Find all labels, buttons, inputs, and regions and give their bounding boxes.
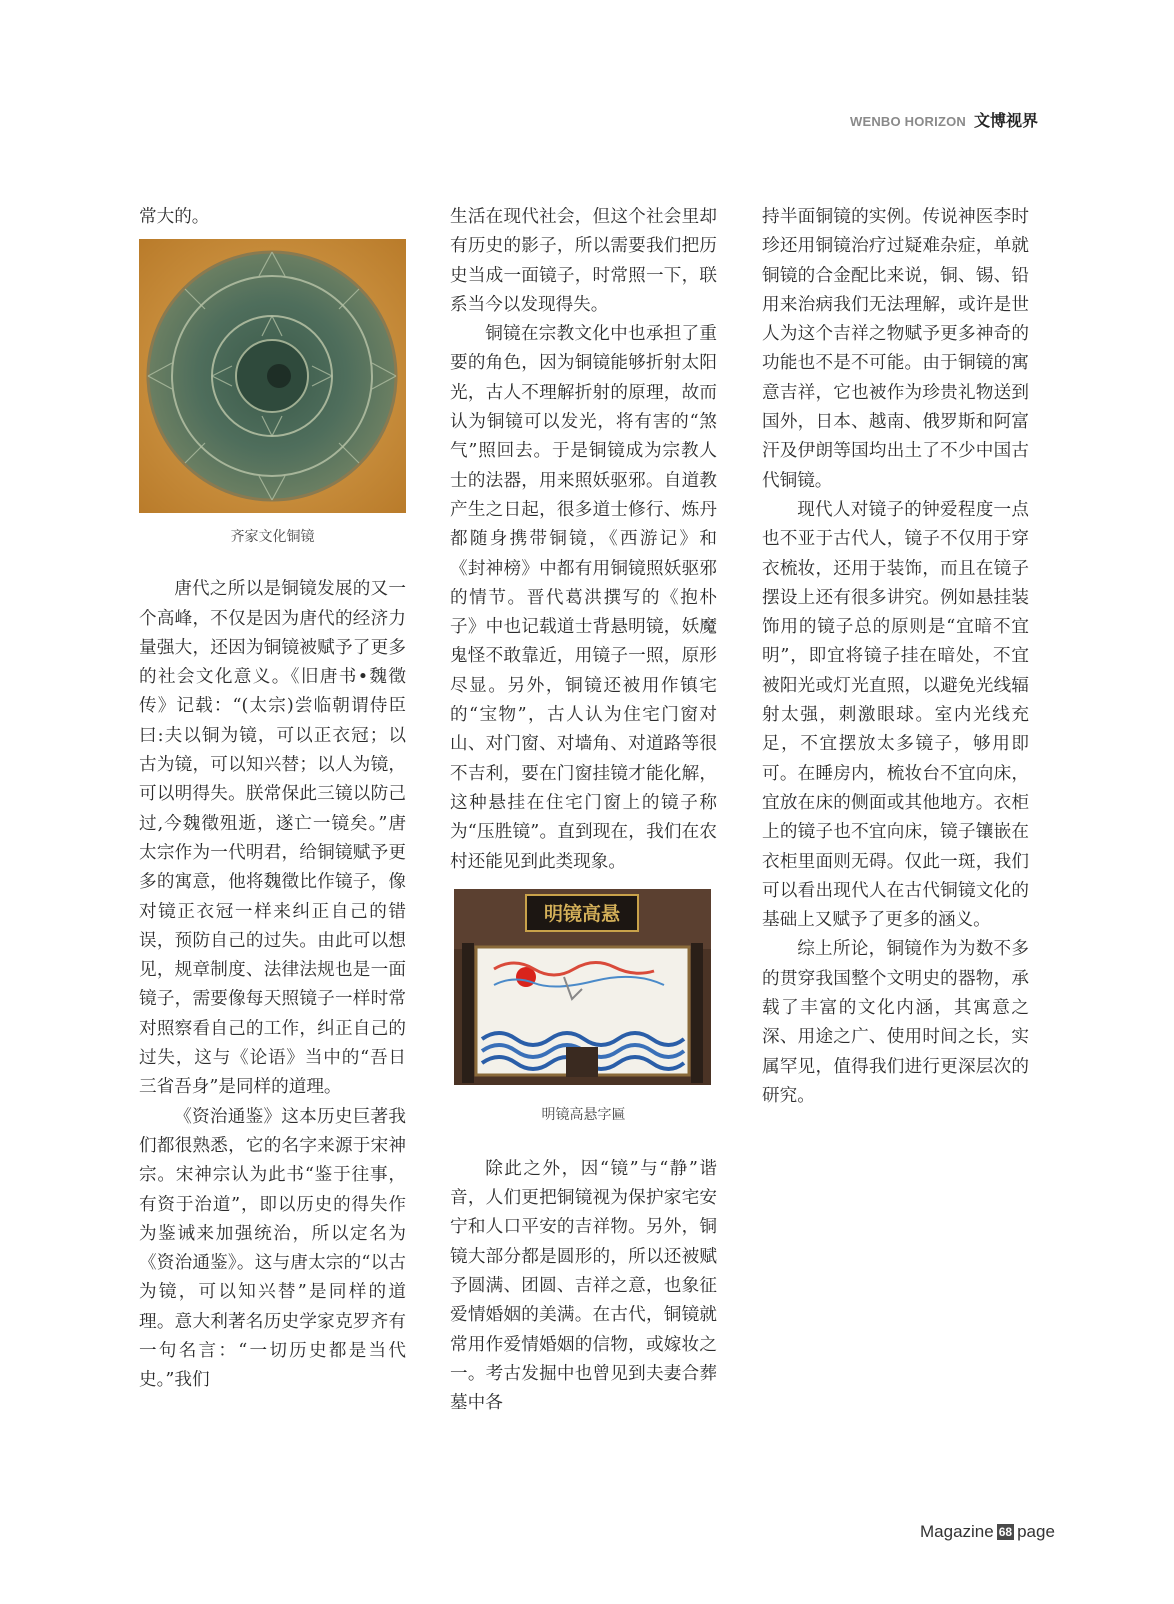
- brand-en: WENBO HORIZON: [850, 114, 966, 129]
- plaque-text: 明镜高悬: [543, 902, 621, 925]
- page-header: [850, 108, 1038, 131]
- col2-paragraph-3: 除此之外，因“镜”与“静”谐音，人们更把铜镜视为保护家宅安宁和人口平安的吉祥物。另外，铜镜大部分都是圆形的，所以还被赋予圆满、团圆、吉祥之意，也象征爱情婚姻的美满。在古代，铜镜就常用作爱情婚姻的信物，或嫁妆之一。考古发掘中也曾见到夫妻合葬墓中各: [450, 1158, 717, 1414]
- col1-paragraph-2: 《资治通鉴》这本历史巨著我们都很熟悉，它的名字来源于宋神宗。宋神宗认为此书“鉴于往事，有资于治道”，即以历史的得失作为鉴诫来加强统治，所以定名为《资治通鉴》。这与唐太宗的“以古为镜，可以知兴替”是同样的道理。意大利著名历史学家克罗齐有一句名言：“一切历史都是当代史。”我们: [139, 1106, 406, 1391]
- footer-label: Magazine: [920, 1522, 994, 1541]
- column-2: [450, 203, 717, 1419]
- col1-paragraph-1: 唐代之所以是铜镜发展的又一个高峰，不仅是因为唐代的经济力量强大，还因为铜镜被赋予了更多的社会文化意义。《旧唐书•魏徵传》记载：“(太宗)尝临朝谓侍臣曰:夫以铜为镜，可以正衣冠；以古为镜，可以知兴替；以人为镜，可以明得失。朕常保此三镜以防己过,今魏徵殂逝，遂亡一镜矣。”唐太宗作为一代明君，给铜镜赋予更多的寓意，他将魏徵比作镜子，像对镜正衣冠一样来纠正自己的错误，预防自己的过失。由此可以想见，规章制度、法律法规也是一面镜子，需要像每天照镜子一样时常对照察看自己的工作，纠正自己的过失，这与《论语》当中的“吾日三省吾身”是同样的道理。: [139, 579, 406, 1098]
- column-3: [762, 203, 1029, 1111]
- plaque-caption: 明镜高悬字匾: [541, 1106, 626, 1123]
- bronze-mirror-photo: [139, 239, 406, 513]
- col2-paragraph-1: 生活在现代社会，但这个社会里却有历史的影子，所以需要我们把历史当成一面镜子，时常照一下，联系当今以发现得失。: [450, 207, 717, 315]
- brand-zh: 文博视界: [973, 111, 1038, 130]
- page-footer: [920, 1522, 1055, 1542]
- col3-paragraph-2: 现代人对镜子的钟爱程度一点也不亚于古代人，镜子不仅用于穿衣梳妆，还用于装饰，而且在镜子摆设上还有很多讲究。例如悬挂装饰用的镜子总的原则是“宜暗不宜明”，即宜将镜子挂在暗处，不宜被阳光或灯光直照，以避免光线辐射太强，刺激眼球。室内光线充足，不宜摆放太多镜子，够用即可。在睡房内，梳妆台不宜向床，宜放在床的侧面或其他地方。衣柜上的镜子也不宜向床，镜子镶嵌在衣柜里面则无碍。仅此一斑，我们可以看出现代人在古代铜镜文化的基础上又赋予了更多的涵义。: [762, 499, 1029, 931]
- plaque-photo: [454, 889, 711, 1085]
- bronze-mirror-caption: 齐家文化铜镜: [230, 529, 315, 546]
- col3-paragraph-1: 持半面铜镜的实例。传说神医李时珍还用铜镜治疗过疑难杂症，单就铜镜的合金配比来说，铜、锡、铅用来治病我们无法理解，或许是世人为这个吉祥之物赋予更多神奇的功能也不是不可能。由于铜镜的寓意吉祥，它也被作为珍贵礼物送到国外，日本、越南、俄罗斯和阿富汗及伊朗等国均出土了不少中国古代铜镜。: [762, 207, 1029, 491]
- bronze-mirror-figure: [139, 239, 406, 575]
- col1-lead: 常大的。: [139, 207, 210, 227]
- col2-paragraph-2: 铜镜在宗教文化中也承担了重要的角色，因为铜镜能够折射太阳光，古人不理解折射的原理，故而认为铜镜可以发光，将有害的“煞气”照回去。于是铜镜成为宗教人士的法器，用来照妖驱邪。自道教产生之日起，很多道士修行、炼丹都随身携带铜镜，《西游记》和《封神榜》中都有用铜镜照妖驱邪的情节。晋代葛洪撰写的《抱朴子》中也记载道士背悬明镜，妖魔鬼怪不敢靠近，用镜子一照，原形尽显。另外，铜镜还被用作镇宅的“宝物”，古人认为住宅门窗对山、对门窗、对墙角、对道路等很不吉利，要在门窗挂镜才能化解，这种悬挂在住宅门窗上的镜子称为“压胜镜”。直到现在，我们在农村还能见到此类现象。: [450, 324, 717, 872]
- col3-paragraph-3: 综上所论，铜镜作为为数不多的贯穿我国整个文明史的器物，承载了丰富的文化内涵，其寓意之深、用途之广、使用时间之长，实属罕见，值得我们进行更深层次的研究。: [762, 939, 1029, 1106]
- column-1: [139, 203, 406, 1396]
- footer-suffix: page: [1017, 1522, 1055, 1541]
- page-number: 68: [998, 1525, 1013, 1539]
- plaque-figure: [450, 889, 717, 1155]
